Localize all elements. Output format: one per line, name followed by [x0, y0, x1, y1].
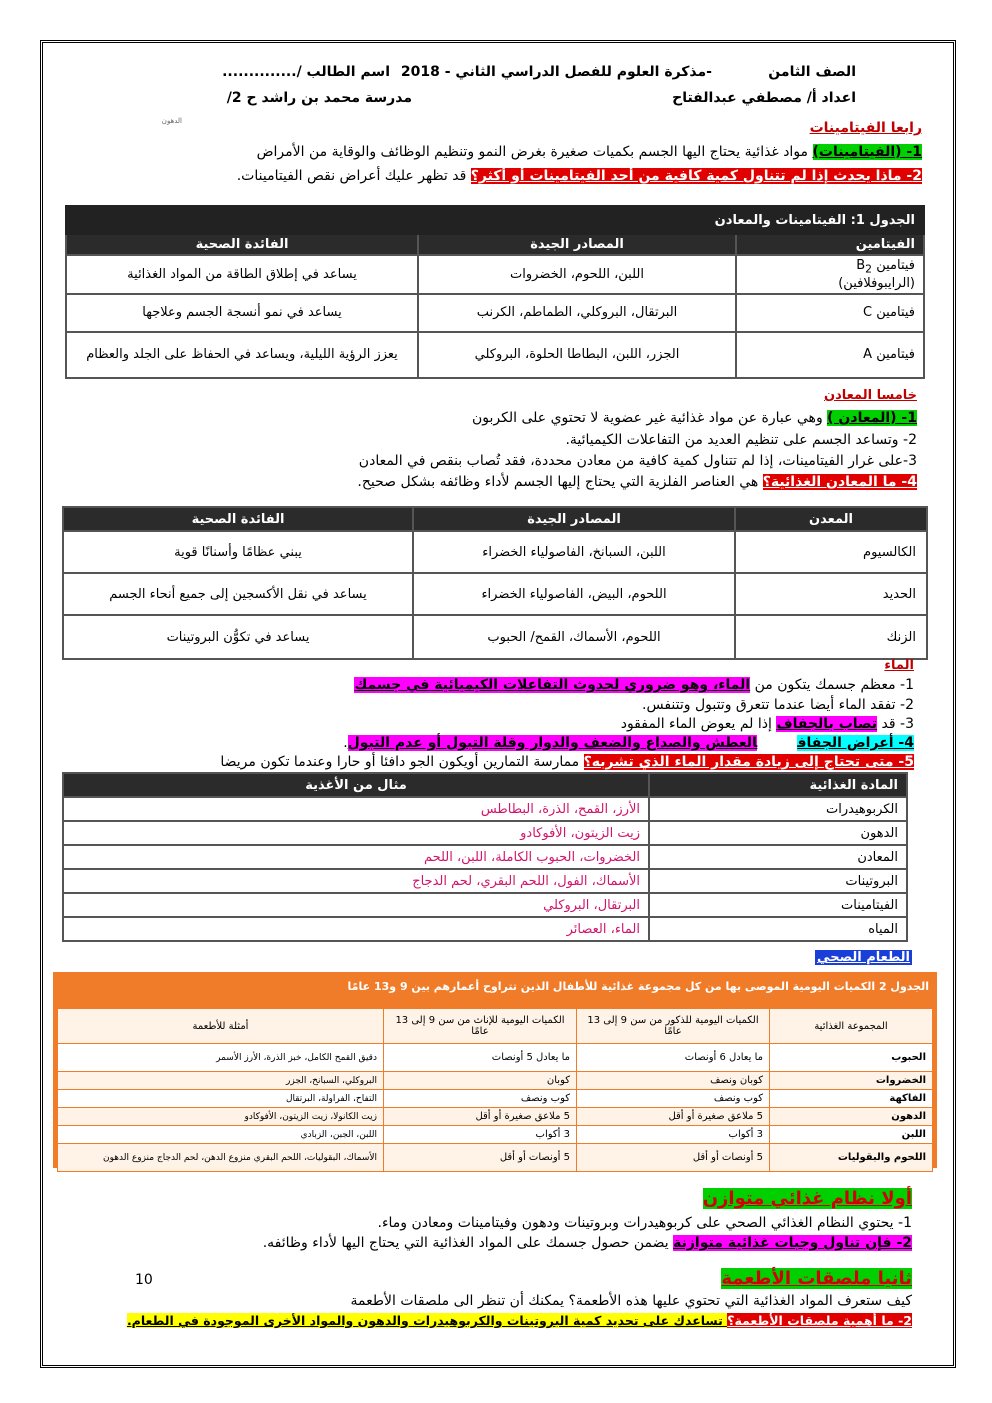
balanced-diet-heading	[703, 1188, 912, 1209]
table-row	[63, 917, 907, 941]
nutrients-examples-table	[62, 772, 908, 942]
food-group: الحبوب	[770, 1044, 933, 1072]
nutrient-name: البروتينات	[649, 869, 907, 893]
minerals-definition	[472, 410, 917, 426]
nutrient-example: البرتقال، البروكلي	[63, 893, 649, 917]
prepared-by: اعداد أ/ مصطفي عبدالفتاح	[672, 90, 856, 106]
nutrient-example: الأرز، القمح، الذرة، البطاطس	[63, 797, 649, 821]
dehydration-symptoms-label: 4- أعراض الجفاف	[797, 735, 914, 751]
dehydration-symptoms: العطش والصداع والضعف والدوار وقلة التبول أو عدم التبول	[347, 735, 758, 751]
food-examples: الأسماك، البقوليات، اللحم البقري منزوع الدهن، لحم الدجاج منزوع الدهون	[58, 1144, 384, 1172]
mineral-source: اللحوم، البيض، الفاصولياء الخضراء	[413, 573, 735, 615]
food-labels-heading	[721, 1268, 912, 1289]
nutrients-col-examples: مثال من الأغذية	[63, 773, 649, 797]
water-answer: ممارسة التمارين أويكون الجو دافئا أو حارا وعندما تكون مريضا	[220, 754, 584, 770]
mineral-source: اللحوم، الأسماك، القمح/ الحبوب	[413, 615, 735, 659]
table-row	[66, 255, 924, 294]
document-title: -مذكرة العلوم للفصل الدراسي الثاني - 2018	[400, 64, 712, 80]
mineral-benefit: يساعد في نقل الأكسجين إلى جميع أنحاء الجسم	[63, 573, 413, 615]
male-amount: كوب ونصف	[577, 1090, 770, 1108]
vitamin-name: فيتامين C	[736, 294, 924, 332]
water-line-5	[220, 754, 914, 770]
mineral-benefit: يبني عظامًا وأسنانًا قوية	[63, 531, 413, 573]
table-row	[63, 845, 907, 869]
water-question-label: 5- متى تحتاج إلى زيادة مقدار الماء الذي تشربه؟	[583, 754, 914, 770]
vitamins-question-label: 2- ماذا يحدث إذا لم تتناول كمية كافية من أحد الفيتامينات أو أكثر؟	[470, 168, 922, 184]
male-amount: ما يعادل 6 أونصات	[577, 1044, 770, 1072]
minerals-term: 1- (المعادن )	[827, 410, 917, 426]
table-row	[58, 1144, 933, 1172]
col-food-examples: أمثلة للأطعمة	[58, 1009, 384, 1044]
table-row	[58, 1044, 933, 1072]
table-row	[63, 797, 907, 821]
minerals-line-3: 3-على غرار الفيتامينات، إذا لم تتناول كمية كافية من معادن محددة، فقد تُصاب بنقص في المعادن	[358, 453, 917, 469]
balanced-line-1: 1- يحتوي النظام الغذائي الصحي على كربوهيدرات وبروتينات ودهون وفيتامينات ومعادن وماء.	[377, 1215, 912, 1231]
food-group: اللبن	[770, 1126, 933, 1144]
balanced-line-2	[263, 1235, 912, 1251]
minerals-answer: هي العناصر الفلزية التي يحتاج إليها الجسم لأداء وظائفه بشكل صحيح.	[357, 474, 763, 490]
vitamin-benefit: يساعد في نمو أنسجة الجسم وعلاجها	[66, 294, 418, 332]
food-examples: اللبن، الجبن، الزبادي	[58, 1126, 384, 1144]
food-labels-heading-text: ثانيا ملصقات الأطعمة	[721, 1268, 912, 1289]
vitamin-benefit: يعزز الرؤية الليلية، ويساعد في الحفاظ على الجلد والعظام	[66, 332, 418, 378]
water-line-3: 3- قد تصاب بالجفاف إذا لم يعوض الماء المفقود	[620, 716, 914, 732]
nutrient-name: الكربوهيدرات	[649, 797, 907, 821]
vitamins-question	[237, 168, 922, 184]
vitamin-source: البرتقال، البروكلي، الطماطم، الكرنب	[418, 294, 736, 332]
minerals-heading: خامسا المعادن	[824, 388, 917, 403]
food-group: الخضروات	[770, 1072, 933, 1090]
nutrient-name: المعادن	[649, 845, 907, 869]
food-examples: التفاح، الفراولة، البرتقال	[58, 1090, 384, 1108]
vitamins-col-benefit: الفائدة الصحية	[66, 234, 418, 255]
table-row	[63, 615, 927, 659]
balanced-diet-heading-text: أولا نظام غذائي متوازن	[702, 1188, 912, 1209]
mineral-benefit: يساعد في تكوُّن البروتينات	[63, 615, 413, 659]
vitamins-heading: رابعا الفيتامينات	[809, 120, 922, 136]
grade-label: الصف الثامن	[768, 64, 856, 80]
minerals-col-benefit: الفائدة الصحية	[63, 507, 413, 531]
food-labels-question-label: 2- ما أهمية ملصقات الأطعمة؟	[727, 1313, 912, 1328]
vitamins-definition-text: مواد غذائية يحتاج اليها الجسم بكميات صغيرة بغرض النمو وتنظيم الوظائف والوقاية من الأمراض	[256, 144, 813, 160]
mineral-source: اللبن، السبانخ، الفاصولياء الخضراء	[413, 531, 735, 573]
table-row	[63, 573, 927, 615]
female-amount: 5 أونصات أو أقل	[384, 1144, 577, 1172]
minerals-line-2: 2- وتساعد الجسم على تنظيم العديد من التفاعلات الكيميائية.	[565, 432, 917, 448]
water-heading: الماء	[884, 658, 914, 673]
food-examples: البروكلي، السبانخ، الجزر	[58, 1072, 384, 1090]
tiny-note: الدهون	[161, 117, 182, 125]
vitamin-source: اللبن، اللحوم، الخضروات	[418, 255, 736, 294]
nutrient-example: الماء، العصائر	[63, 917, 649, 941]
mineral-name: الكالسيوم	[735, 531, 927, 573]
nutrient-example: زيت الزيتون، الأفوكادو	[63, 821, 649, 845]
nutrient-name: الدهون	[649, 821, 907, 845]
minerals-question-label: 4- ما المعادن الغذائية؟	[762, 474, 917, 490]
food-labels-answer: تساعدك على تحديد كمية البروتينات والكربوهيدرات والدهون والمواد الأخرى الموجودة في الطعام.	[126, 1313, 728, 1328]
vitamins-col-sources: المصادر الجيدة	[418, 234, 736, 255]
col-female-amount: الكميات اليومية للإناث من سن 9 إلى 13 عامًا	[384, 1009, 577, 1044]
table-row	[58, 1072, 933, 1090]
nutrient-name: الفيتامينات	[649, 893, 907, 917]
food-examples: زيت الكانولا، زيت الزيتون، الأفوكادو	[58, 1108, 384, 1126]
daily-amounts-table	[57, 1008, 933, 1172]
food-group: اللحوم والبقوليات	[770, 1144, 933, 1172]
nutrient-example: الخضروات، الحبوب الكاملة، اللبن، اللحم	[63, 845, 649, 869]
food-labels-line-1: كيف ستعرف المواد الغذائية التي تحتوي عليها هذه الأطعمة؟ يمكنك أن تنظر الى ملصقات الأطعمة	[350, 1293, 912, 1309]
food-examples: دقيق القمح الكامل، خبز الذرة، الأرز الأسمر	[58, 1044, 384, 1072]
col-food-group: المجموعة الغذائية	[770, 1009, 933, 1044]
table-row	[63, 869, 907, 893]
page-number: 10	[135, 1272, 153, 1288]
vitamins-table-caption: الجدول 1: الفيتامينات والمعادن	[66, 206, 924, 234]
male-amount: 3 أكواب	[577, 1126, 770, 1144]
daily-amounts-caption: الجدول 2 الكميات اليومية الموصى بها من كل مجموعة غذائية للأطفال الذين تتراوح أعمارهم بين 9 و13 عامًا	[347, 980, 929, 993]
balanced-highlight: 2- فإن تناول وجبات غذائية متوازنة	[673, 1235, 912, 1251]
vitamins-definition	[257, 144, 922, 160]
female-amount: ما يعادل 5 أونصات	[384, 1044, 577, 1072]
male-amount: كوبان ونصف	[577, 1072, 770, 1090]
student-name-field: اسم الطالب /..............	[222, 64, 390, 80]
table-row	[66, 332, 924, 378]
vitamins-answer: قد تظهر عليك أعراض نقص الفيتامينات.	[236, 168, 471, 184]
mineral-name: الزنك	[735, 615, 927, 659]
nutrients-col-nutrient: المادة الغذائية	[649, 773, 907, 797]
female-amount: 3 أكواب	[384, 1126, 577, 1144]
water-highlight-3: تصاب بالجفاف	[776, 716, 878, 732]
daily-amounts-panel	[53, 972, 937, 1168]
vitamins-term: 1- (الفيتامينات)	[812, 144, 922, 160]
female-amount: 5 ملاعق صغيرة أو أقل	[384, 1108, 577, 1126]
school-name: مدرسة محمد بن راشد ح 2/	[226, 90, 412, 106]
vitamin-name: فيتامين $B_2$ (الرايبوفلافين)	[736, 255, 924, 294]
female-amount: كوب ونصف	[384, 1090, 577, 1108]
vitamin-name: فيتامين A	[736, 332, 924, 378]
table-row	[66, 294, 924, 332]
table-row	[58, 1108, 933, 1126]
male-amount: 5 أونصات أو أقل	[577, 1144, 770, 1172]
table-row	[63, 821, 907, 845]
water-highlight-1: الماء، وهو ضروري لحدوث التفاعلات الكيميائية في جسمك	[354, 677, 751, 693]
nutrient-name: المياه	[649, 917, 907, 941]
table-row	[58, 1126, 933, 1144]
food-group: الفاكهة	[770, 1090, 933, 1108]
table-row	[63, 531, 927, 573]
male-amount: 5 ملاعق صغيرة أو أقل	[577, 1108, 770, 1126]
food-labels-question	[127, 1313, 912, 1328]
healthy-food-heading: الطعام الصحي	[817, 950, 910, 965]
vitamin-benefit: يساعد في إطلاق الطاقة من المواد الغذائية	[66, 255, 418, 294]
vitamin-source: الجزر، اللبن، البطاطا الحلوة، البروكلي	[418, 332, 736, 378]
food-group: الدهون	[770, 1108, 933, 1126]
minerals-table	[62, 506, 928, 660]
water-line-1: 1- معظم جسمك يتكون من الماء، وهو ضروري لحدوث التفاعلات الكيميائية في جسمك	[354, 677, 914, 693]
col-male-amount: الكميات اليومية للذكور من سن 9 إلى 13 عامًا	[577, 1009, 770, 1044]
vitamins-table	[65, 205, 925, 379]
water-line-4: 4- أعراض الجفافالعطش والصداع والضعف والدوار وقلة التبول أو عدم التبول.	[343, 735, 914, 751]
table-row	[58, 1090, 933, 1108]
minerals-question	[357, 474, 917, 490]
minerals-definition-text: وهي عبارة عن مواد غذائية غير عضوية لا تحتوي على الكربون	[471, 410, 828, 426]
female-amount: كوبان	[384, 1072, 577, 1090]
mineral-name: الحديد	[735, 573, 927, 615]
minerals-col-sources: المصادر الجيدة	[413, 507, 735, 531]
water-line-2: 2- تفقد الماء أيضا عندما تتعرق وتتبول وتتنفس.	[642, 697, 914, 713]
table-row	[63, 893, 907, 917]
nutrient-example: الأسماك، الفول، اللحم البقري، لحم الدجاج	[63, 869, 649, 893]
balanced-line-2-text: يضمن حصول جسمك على المواد الغذائية التي يحتاج اليها لأداء وظائفه.	[262, 1235, 674, 1251]
vitamins-col-vitamin: الفيتامين	[736, 234, 924, 255]
minerals-col-mineral: المعدن	[735, 507, 927, 531]
